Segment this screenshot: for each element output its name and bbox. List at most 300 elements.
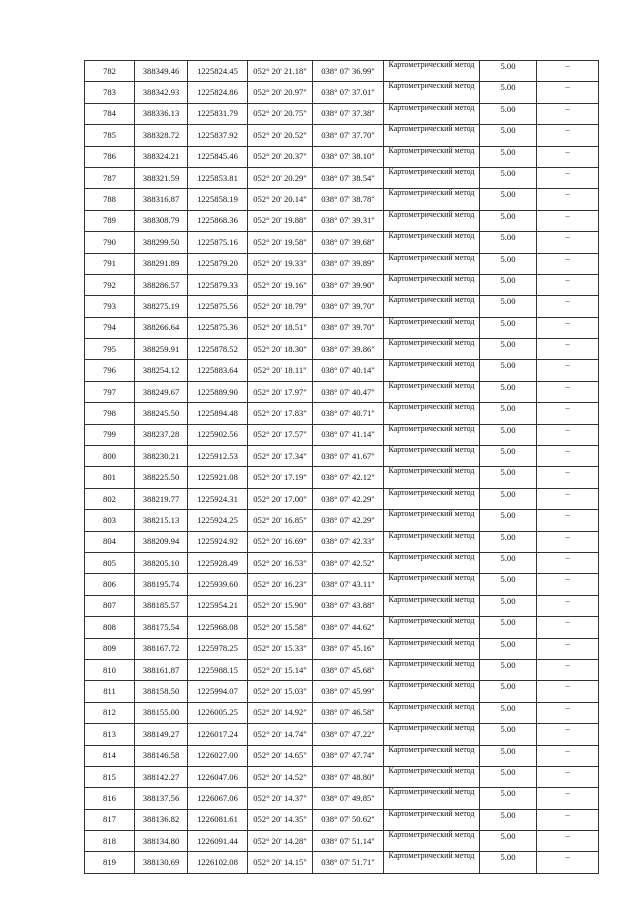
point-number-cell: 794 (85, 317, 135, 338)
table-row (85, 253, 599, 274)
table-row (85, 831, 599, 852)
latitude-cell: 052° 20' 17.34" (248, 446, 313, 467)
latitude-cell: 052° 20' 18.30" (248, 339, 313, 360)
latitude-cell: 052° 20' 20.37" (248, 146, 313, 167)
description-cell: – (537, 788, 599, 809)
longitude-cell: 038° 07' 43.11" (313, 574, 384, 595)
point-number-cell: 803 (85, 510, 135, 531)
y-coordinate-cell: 1225845.46 (188, 146, 248, 167)
point-number-cell: 793 (85, 296, 135, 317)
description-cell: – (537, 317, 599, 338)
latitude-cell: 052° 20' 20.97" (248, 82, 313, 103)
y-coordinate-cell: 1226091.44 (188, 831, 248, 852)
accuracy-cell: 5.00 (480, 210, 537, 231)
method-cell: Картометрический метод (384, 446, 480, 467)
x-coordinate-cell: 388161.87 (135, 659, 188, 680)
latitude-cell: 052° 20' 17.19" (248, 467, 313, 488)
latitude-cell: 052° 20' 15.58" (248, 617, 313, 638)
description-cell: – (537, 296, 599, 317)
table-row (85, 531, 599, 552)
method-cell: Картометрический метод (384, 424, 480, 445)
longitude-cell: 038° 07' 38.10" (313, 146, 384, 167)
longitude-cell: 038° 07' 45.99" (313, 681, 384, 702)
y-coordinate-cell: 1225924.92 (188, 531, 248, 552)
point-number-cell: 798 (85, 403, 135, 424)
x-coordinate-cell: 388142.27 (135, 766, 188, 787)
y-coordinate-cell: 1225928.49 (188, 552, 248, 573)
y-coordinate-cell: 1225912.53 (188, 446, 248, 467)
accuracy-cell: 5.00 (480, 510, 537, 531)
accuracy-cell: 5.00 (480, 488, 537, 509)
accuracy-cell: 5.00 (480, 552, 537, 573)
accuracy-cell: 5.00 (480, 595, 537, 616)
latitude-cell: 052° 20' 14.28" (248, 831, 313, 852)
longitude-cell: 038° 07' 48.80" (313, 766, 384, 787)
accuracy-cell: 5.00 (480, 189, 537, 210)
method-cell: Картометрический метод (384, 381, 480, 402)
x-coordinate-cell: 388185.57 (135, 595, 188, 616)
point-number-cell: 788 (85, 189, 135, 210)
description-cell: – (537, 702, 599, 723)
table-row (85, 360, 599, 381)
x-coordinate-cell: 388266.64 (135, 317, 188, 338)
y-coordinate-cell: 1226005.25 (188, 702, 248, 723)
x-coordinate-cell: 388137.56 (135, 788, 188, 809)
point-number-cell: 786 (85, 146, 135, 167)
y-coordinate-cell: 1225924.31 (188, 488, 248, 509)
latitude-cell: 052° 20' 14.35" (248, 809, 313, 830)
point-number-cell: 801 (85, 467, 135, 488)
y-coordinate-cell: 1226017.24 (188, 724, 248, 745)
table-row (85, 125, 599, 146)
latitude-cell: 052° 20' 14.92" (248, 702, 313, 723)
x-coordinate-cell: 388245.50 (135, 403, 188, 424)
table-row (85, 403, 599, 424)
y-coordinate-cell: 1225889.90 (188, 381, 248, 402)
method-cell: Картометрический метод (384, 659, 480, 680)
longitude-cell: 038° 07' 39.68" (313, 232, 384, 253)
x-coordinate-cell: 388324.21 (135, 146, 188, 167)
longitude-cell: 038° 07' 39.90" (313, 274, 384, 295)
y-coordinate-cell: 1225875.16 (188, 232, 248, 253)
x-coordinate-cell: 388195.74 (135, 574, 188, 595)
table-row (85, 381, 599, 402)
description-cell: – (537, 574, 599, 595)
x-coordinate-cell: 388230.21 (135, 446, 188, 467)
description-cell: – (537, 724, 599, 745)
accuracy-cell: 5.00 (480, 724, 537, 745)
description-cell: – (537, 531, 599, 552)
method-cell: Картометрический метод (384, 809, 480, 830)
point-number-cell: 819 (85, 852, 135, 873)
longitude-cell: 038° 07' 51.14" (313, 831, 384, 852)
table-row (85, 745, 599, 766)
longitude-cell: 038° 07' 39.89" (313, 253, 384, 274)
x-coordinate-cell: 388286.57 (135, 274, 188, 295)
table-row (85, 296, 599, 317)
point-number-cell: 813 (85, 724, 135, 745)
table-row (85, 574, 599, 595)
latitude-cell: 052° 20' 19.88" (248, 210, 313, 231)
y-coordinate-cell: 1225924.25 (188, 510, 248, 531)
method-cell: Картометрический метод (384, 831, 480, 852)
accuracy-cell: 5.00 (480, 317, 537, 338)
method-cell: Картометрический метод (384, 339, 480, 360)
description-cell: – (537, 232, 599, 253)
longitude-cell: 038° 07' 40.47" (313, 381, 384, 402)
point-number-cell: 807 (85, 595, 135, 616)
point-number-cell: 792 (85, 274, 135, 295)
point-number-cell: 802 (85, 488, 135, 509)
longitude-cell: 038° 07' 41.14" (313, 424, 384, 445)
point-number-cell: 784 (85, 103, 135, 124)
description-cell: – (537, 552, 599, 573)
x-coordinate-cell: 388136.82 (135, 809, 188, 830)
latitude-cell: 052° 20' 14.74" (248, 724, 313, 745)
point-number-cell: 787 (85, 167, 135, 188)
method-cell: Картометрический метод (384, 146, 480, 167)
method-cell: Картометрический метод (384, 638, 480, 659)
method-cell: Картометрический метод (384, 766, 480, 787)
accuracy-cell: 5.00 (480, 702, 537, 723)
accuracy-cell: 5.00 (480, 232, 537, 253)
latitude-cell: 052° 20' 18.11" (248, 360, 313, 381)
point-number-cell: 791 (85, 253, 135, 274)
table-row (85, 788, 599, 809)
y-coordinate-cell: 1225858.19 (188, 189, 248, 210)
description-cell: – (537, 488, 599, 509)
accuracy-cell: 5.00 (480, 424, 537, 445)
accuracy-cell: 5.00 (480, 125, 537, 146)
table-row (85, 274, 599, 295)
x-coordinate-cell: 388134.80 (135, 831, 188, 852)
longitude-cell: 038° 07' 40.71" (313, 403, 384, 424)
latitude-cell: 052° 20' 16.85" (248, 510, 313, 531)
x-coordinate-cell: 388342.93 (135, 82, 188, 103)
point-number-cell: 815 (85, 766, 135, 787)
latitude-cell: 052° 20' 16.69" (248, 531, 313, 552)
latitude-cell: 052° 20' 20.52" (248, 125, 313, 146)
accuracy-cell: 5.00 (480, 146, 537, 167)
method-cell: Картометрический метод (384, 189, 480, 210)
method-cell: Картометрический метод (384, 702, 480, 723)
accuracy-cell: 5.00 (480, 831, 537, 852)
description-cell: – (537, 360, 599, 381)
latitude-cell: 052° 20' 21.18" (248, 61, 313, 82)
table-row (85, 467, 599, 488)
y-coordinate-cell: 1226102.08 (188, 852, 248, 873)
table-row (85, 809, 599, 830)
accuracy-cell: 5.00 (480, 659, 537, 680)
method-cell: Картометрический метод (384, 61, 480, 82)
method-cell: Картометрический метод (384, 253, 480, 274)
point-number-cell: 796 (85, 360, 135, 381)
y-coordinate-cell: 1226047.06 (188, 766, 248, 787)
description-cell: – (537, 167, 599, 188)
x-coordinate-cell: 388336.13 (135, 103, 188, 124)
accuracy-cell: 5.00 (480, 403, 537, 424)
latitude-cell: 052° 20' 16.23" (248, 574, 313, 595)
y-coordinate-cell: 1225875.36 (188, 317, 248, 338)
accuracy-cell: 5.00 (480, 574, 537, 595)
method-cell: Картометрический метод (384, 167, 480, 188)
longitude-cell: 038° 07' 50.62" (313, 809, 384, 830)
table-row (85, 488, 599, 509)
accuracy-cell: 5.00 (480, 467, 537, 488)
accuracy-cell: 5.00 (480, 339, 537, 360)
description-cell: – (537, 467, 599, 488)
x-coordinate-cell: 388316.87 (135, 189, 188, 210)
table-row (85, 724, 599, 745)
accuracy-cell: 5.00 (480, 167, 537, 188)
x-coordinate-cell: 388225.50 (135, 467, 188, 488)
description-cell: – (537, 146, 599, 167)
latitude-cell: 052° 20' 14.15" (248, 852, 313, 873)
longitude-cell: 038° 07' 37.70" (313, 125, 384, 146)
latitude-cell: 052° 20' 15.03" (248, 681, 313, 702)
latitude-cell: 052° 20' 18.79" (248, 296, 313, 317)
point-number-cell: 799 (85, 424, 135, 445)
description-cell: – (537, 210, 599, 231)
y-coordinate-cell: 1225853.81 (188, 167, 248, 188)
description-cell: – (537, 681, 599, 702)
latitude-cell: 052° 20' 17.97" (248, 381, 313, 402)
description-cell: – (537, 831, 599, 852)
longitude-cell: 038° 07' 42.29" (313, 510, 384, 531)
table-row (85, 659, 599, 680)
latitude-cell: 052° 20' 20.29" (248, 167, 313, 188)
longitude-cell: 038° 07' 37.38" (313, 103, 384, 124)
table-row (85, 446, 599, 467)
accuracy-cell: 5.00 (480, 617, 537, 638)
accuracy-cell: 5.00 (480, 531, 537, 552)
point-number-cell: 797 (85, 381, 135, 402)
description-cell: – (537, 381, 599, 402)
y-coordinate-cell: 1226081.61 (188, 809, 248, 830)
description-cell: – (537, 510, 599, 531)
description-cell: – (537, 852, 599, 873)
point-number-cell: 817 (85, 809, 135, 830)
y-coordinate-cell: 1225939.60 (188, 574, 248, 595)
method-cell: Картометрический метод (384, 317, 480, 338)
point-number-cell: 785 (85, 125, 135, 146)
longitude-cell: 038° 07' 40.14" (313, 360, 384, 381)
description-cell: – (537, 189, 599, 210)
longitude-cell: 038° 07' 42.12" (313, 467, 384, 488)
longitude-cell: 038° 07' 39.31" (313, 210, 384, 231)
longitude-cell: 038° 07' 51.71" (313, 852, 384, 873)
point-number-cell: 812 (85, 702, 135, 723)
point-number-cell: 814 (85, 745, 135, 766)
coordinates-table-body (85, 61, 599, 874)
latitude-cell: 052° 20' 18.51" (248, 317, 313, 338)
description-cell: – (537, 809, 599, 830)
accuracy-cell: 5.00 (480, 360, 537, 381)
table-row (85, 852, 599, 873)
point-number-cell: 809 (85, 638, 135, 659)
table-row (85, 595, 599, 616)
y-coordinate-cell: 1225968.08 (188, 617, 248, 638)
method-cell: Картометрический метод (384, 82, 480, 103)
x-coordinate-cell: 388205.10 (135, 552, 188, 573)
y-coordinate-cell: 1225954.21 (188, 595, 248, 616)
method-cell: Картометрический метод (384, 617, 480, 638)
table-row (85, 617, 599, 638)
x-coordinate-cell: 388209.94 (135, 531, 188, 552)
table-row (85, 210, 599, 231)
x-coordinate-cell: 388259.91 (135, 339, 188, 360)
point-number-cell: 800 (85, 446, 135, 467)
x-coordinate-cell: 388299.50 (135, 232, 188, 253)
method-cell: Картометрический метод (384, 531, 480, 552)
y-coordinate-cell: 1225879.33 (188, 274, 248, 295)
method-cell: Картометрический метод (384, 595, 480, 616)
table-row (85, 146, 599, 167)
description-cell: – (537, 745, 599, 766)
method-cell: Картометрический метод (384, 360, 480, 381)
table-row (85, 167, 599, 188)
latitude-cell: 052° 20' 19.16" (248, 274, 313, 295)
y-coordinate-cell: 1225878.52 (188, 339, 248, 360)
point-number-cell: 811 (85, 681, 135, 702)
y-coordinate-cell: 1225824.86 (188, 82, 248, 103)
table-row (85, 766, 599, 787)
method-cell: Картометрический метод (384, 210, 480, 231)
point-number-cell: 808 (85, 617, 135, 638)
method-cell: Картометрический метод (384, 488, 480, 509)
x-coordinate-cell: 388321.59 (135, 167, 188, 188)
latitude-cell: 052° 20' 15.90" (248, 595, 313, 616)
x-coordinate-cell: 388275.19 (135, 296, 188, 317)
longitude-cell: 038° 07' 39.70" (313, 296, 384, 317)
accuracy-cell: 5.00 (480, 82, 537, 103)
latitude-cell: 052° 20' 20.14" (248, 189, 313, 210)
accuracy-cell: 5.00 (480, 766, 537, 787)
latitude-cell: 052° 20' 20.75" (248, 103, 313, 124)
x-coordinate-cell: 388219.77 (135, 488, 188, 509)
x-coordinate-cell: 388237.28 (135, 424, 188, 445)
description-cell: – (537, 82, 599, 103)
accuracy-cell: 5.00 (480, 103, 537, 124)
description-cell: – (537, 274, 599, 295)
description-cell: – (537, 595, 599, 616)
method-cell: Картометрический метод (384, 103, 480, 124)
table-row (85, 189, 599, 210)
accuracy-cell: 5.00 (480, 681, 537, 702)
y-coordinate-cell: 1225988.15 (188, 659, 248, 680)
accuracy-cell: 5.00 (480, 253, 537, 274)
table-row (85, 681, 599, 702)
description-cell: – (537, 617, 599, 638)
accuracy-cell: 5.00 (480, 809, 537, 830)
x-coordinate-cell: 388215.13 (135, 510, 188, 531)
longitude-cell: 038° 07' 42.52" (313, 552, 384, 573)
description-cell: – (537, 403, 599, 424)
description-cell: – (537, 339, 599, 360)
point-number-cell: 789 (85, 210, 135, 231)
table-row (85, 702, 599, 723)
latitude-cell: 052° 20' 17.83" (248, 403, 313, 424)
x-coordinate-cell: 388349.46 (135, 61, 188, 82)
method-cell: Картометрический метод (384, 724, 480, 745)
table-row (85, 552, 599, 573)
y-coordinate-cell: 1226067.06 (188, 788, 248, 809)
longitude-cell: 038° 07' 47.22" (313, 724, 384, 745)
x-coordinate-cell: 388328.72 (135, 125, 188, 146)
accuracy-cell: 5.00 (480, 381, 537, 402)
longitude-cell: 038° 07' 42.33" (313, 531, 384, 552)
accuracy-cell: 5.00 (480, 638, 537, 659)
method-cell: Картометрический метод (384, 274, 480, 295)
y-coordinate-cell: 1225879.20 (188, 253, 248, 274)
table-row (85, 103, 599, 124)
x-coordinate-cell: 388175.54 (135, 617, 188, 638)
method-cell: Картометрический метод (384, 232, 480, 253)
y-coordinate-cell: 1225883.64 (188, 360, 248, 381)
point-number-cell: 795 (85, 339, 135, 360)
point-number-cell: 816 (85, 788, 135, 809)
description-cell: – (537, 638, 599, 659)
longitude-cell: 038° 07' 42.29" (313, 488, 384, 509)
method-cell: Картометрический метод (384, 745, 480, 766)
method-cell: Картометрический метод (384, 467, 480, 488)
longitude-cell: 038° 07' 45.68" (313, 659, 384, 680)
coordinates-table (84, 60, 599, 874)
y-coordinate-cell: 1225824.45 (188, 61, 248, 82)
x-coordinate-cell: 388146.58 (135, 745, 188, 766)
method-cell: Картометрический метод (384, 552, 480, 573)
point-number-cell: 818 (85, 831, 135, 852)
accuracy-cell: 5.00 (480, 61, 537, 82)
point-number-cell: 804 (85, 531, 135, 552)
x-coordinate-cell: 388158.50 (135, 681, 188, 702)
point-number-cell: 806 (85, 574, 135, 595)
x-coordinate-cell: 388149.27 (135, 724, 188, 745)
method-cell: Картометрический метод (384, 574, 480, 595)
method-cell: Картометрический метод (384, 681, 480, 702)
method-cell: Картометрический метод (384, 125, 480, 146)
x-coordinate-cell: 388167.72 (135, 638, 188, 659)
description-cell: – (537, 424, 599, 445)
description-cell: – (537, 61, 599, 82)
y-coordinate-cell: 1225994.07 (188, 681, 248, 702)
longitude-cell: 038° 07' 38.78" (313, 189, 384, 210)
description-cell: – (537, 103, 599, 124)
longitude-cell: 038° 07' 43.88" (313, 595, 384, 616)
table-row (85, 510, 599, 531)
y-coordinate-cell: 1226027.00 (188, 745, 248, 766)
x-coordinate-cell: 388291.89 (135, 253, 188, 274)
table-row (85, 232, 599, 253)
description-cell: – (537, 659, 599, 680)
table-row (85, 61, 599, 82)
longitude-cell: 038° 07' 39.70" (313, 317, 384, 338)
latitude-cell: 052° 20' 14.52" (248, 766, 313, 787)
description-cell: – (537, 125, 599, 146)
y-coordinate-cell: 1225921.08 (188, 467, 248, 488)
latitude-cell: 052° 20' 14.37" (248, 788, 313, 809)
latitude-cell: 052° 20' 17.00" (248, 488, 313, 509)
point-number-cell: 790 (85, 232, 135, 253)
accuracy-cell: 5.00 (480, 274, 537, 295)
y-coordinate-cell: 1225837.92 (188, 125, 248, 146)
x-coordinate-cell: 388155.00 (135, 702, 188, 723)
latitude-cell: 052° 20' 16.53" (248, 552, 313, 573)
x-coordinate-cell: 388254.12 (135, 360, 188, 381)
method-cell: Картометрический метод (384, 403, 480, 424)
description-cell: – (537, 253, 599, 274)
y-coordinate-cell: 1225978.25 (188, 638, 248, 659)
